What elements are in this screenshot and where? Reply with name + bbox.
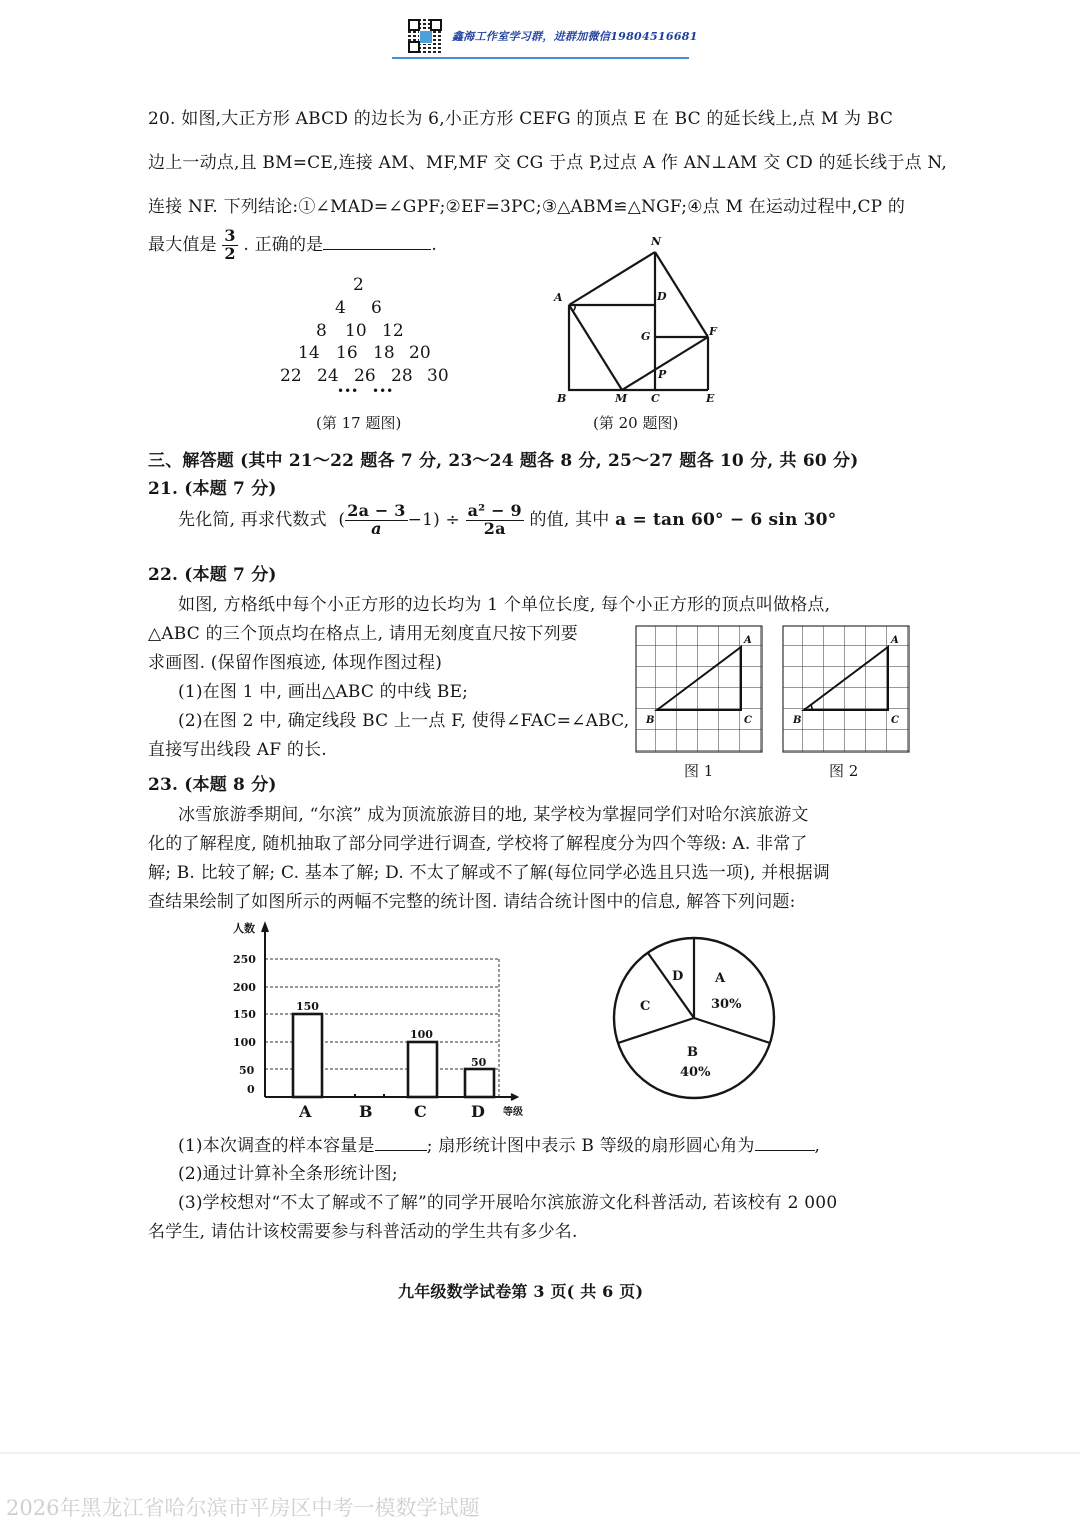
q20-line1: 20. 如图,大正方形 ABCD 的边长为 6,小正方形 CEFG 的顶点 E 在 BC 的延长线上,点 M 为 BC: [148, 109, 894, 129]
q21-heading: 21. (本题 7 分): [148, 479, 277, 499]
triangle-number: 26: [354, 366, 376, 386]
triangle-number: 2: [353, 275, 364, 295]
bar-value-d: 50: [471, 1056, 487, 1069]
label-g: G: [641, 330, 651, 343]
header-banner: [408, 18, 698, 54]
x-tick: B: [359, 1102, 373, 1121]
answer-blank[interactable]: [323, 249, 431, 250]
sub1-end: ,: [814, 1136, 821, 1156]
q23-line3: 解; B. 比较了解; C. 基本了解; D. 不太了解或不了解(每位同学必选且只选一项), 并根据调: [148, 863, 831, 883]
q21-body: 先化简, 再求代数式 ( $\frac{2a - 3}{a}$ −1) ÷ $\frac{\text{a² − 9}}{2a}$ 的值, 其中 a = tan 60° − 6 sin 30°: [178, 501, 837, 538]
label-c: C: [651, 392, 660, 405]
q22-line2: △ABC 的三个顶点均在格点上, 请用无刻度直尺按下列要: [148, 624, 578, 644]
q22-line5: (2)在图 2 中, 确定线段 BC 上一点 F, 使得∠FAC=∠ABC,: [178, 711, 630, 731]
q21-expression: a = tan 60° − 6 sin 30°: [615, 509, 837, 530]
figure-2-caption: 图 2: [829, 762, 859, 780]
footer-divider: [0, 1452, 1080, 1454]
bar-c: [408, 1042, 437, 1097]
figure-1-caption: 图 1: [684, 762, 714, 780]
frac2-denominator: 2a: [483, 518, 506, 538]
y-tick: 0: [247, 1083, 255, 1096]
section-3-title: 三、解答题 (其中 21～22 题各 7 分, 23～24 题各 8 分, 25～27 题各 10 分, 共 60 分): [148, 451, 859, 471]
frac1-denominator: a: [371, 518, 382, 538]
q22-grids: [634, 624, 914, 756]
label-n: N: [651, 235, 662, 248]
q20-line4-pre: 最大值是: [148, 234, 217, 255]
q21-post: 的值, 其中: [529, 509, 610, 530]
q20-line4: [148, 228, 437, 263]
grid-figure-2: [783, 626, 909, 752]
triangle-number: 12: [382, 321, 404, 341]
triangle-number: 14: [298, 343, 320, 363]
fraction-2: [466, 503, 524, 538]
triangle-number: 10: [345, 321, 367, 341]
q23-line4: 查结果绘制了如图所示的两幅不完整的统计图. 请结合统计图中的信息, 解答下列问题:: [148, 892, 796, 912]
triangle-number: 22: [280, 366, 302, 386]
pie-chart: [605, 930, 785, 1110]
y-tick: 50: [239, 1064, 255, 1077]
q20-line4-post: . 正确的是: [243, 234, 324, 255]
y-tick: 100: [233, 1036, 256, 1049]
x-axis-label: 等级: [503, 1107, 523, 1118]
pie-label-a: A: [715, 971, 726, 986]
bar-a: [293, 1014, 322, 1097]
fraction-three-halves: [222, 228, 237, 263]
q20-line2: 边上一动点,且 BM=CE,连接 AM、MF,MF 交 CG 于点 P,过点 A 作 AN⊥AM 交 CD 的延长线于点 N,: [148, 153, 947, 173]
label-e: E: [706, 392, 715, 405]
q23-sub2: (2)通过计算补全条形统计图;: [178, 1164, 398, 1184]
q23-heading: 23. (本题 8 分): [148, 775, 277, 795]
q21-mid: −1) ÷: [407, 509, 460, 530]
label-d: D: [657, 290, 667, 303]
label-b: B: [557, 392, 567, 405]
frac-numerator: 3: [224, 226, 236, 245]
q22-line3: 求画图. (保留作图痕迹, 体现作图过程): [148, 653, 443, 673]
triangle-number: 18: [373, 343, 395, 363]
triangle-number: 30: [427, 366, 449, 386]
label-f: F: [709, 325, 717, 338]
q23-line2: 化的了解程度, 随机抽取了部分同学进行调查, 学校将了解程度分为四个等级: A. 非常了: [148, 834, 808, 854]
sub1-pre: (1)本次调查的样本容量是: [178, 1136, 375, 1156]
triangle-number: 16: [336, 343, 358, 363]
label-p: P: [658, 368, 667, 381]
q23-sub3-line1: (3)学校想对“不太了解或不了解”的同学开展哈尔滨旅游文化科普活动, 若该校有 2 000: [178, 1193, 838, 1213]
x-tick: A: [299, 1102, 312, 1121]
qr-code-icon: [408, 19, 442, 53]
bar-value-c: 100: [410, 1028, 433, 1041]
label-b: B: [646, 715, 655, 726]
bar-d: [465, 1069, 494, 1097]
label-b: B: [793, 715, 802, 726]
q22-line1: 如图, 方格纸中每个小正方形的边长均为 1 个单位长度, 每个小正方形的顶点叫做格点,: [178, 595, 831, 615]
answer-blank-angle[interactable]: [755, 1150, 815, 1151]
q20-line3: 连接 NF. 下列结论:①∠MAD=∠GPF;②EF=3PC;③△ABM≌△NGF;④点 M 在运动过程中,CP 的: [148, 197, 906, 217]
label-a: A: [891, 635, 899, 646]
frac1-numerator: 2a − 3: [347, 501, 406, 520]
page-number: 九年级数学试卷第 3 页( 共 6 页): [398, 1282, 644, 1301]
triangle-number: 4: [335, 298, 346, 318]
header-divider: [392, 57, 689, 59]
x-tick: C: [414, 1102, 427, 1121]
triangle-number: 20: [409, 343, 431, 363]
label-m: M: [615, 392, 628, 405]
figure-17-caption: (第 17 题图): [316, 414, 402, 432]
frac2-numerator: a² − 9: [467, 501, 522, 520]
fraction-1: [345, 503, 407, 538]
frac-denominator: 2: [224, 243, 236, 263]
y-tick: 250: [233, 953, 256, 966]
pie-label-b: B: [687, 1045, 698, 1060]
y-tick: 200: [233, 981, 256, 994]
x-tick: D: [471, 1102, 485, 1121]
pie-label-d: D: [672, 969, 684, 984]
answer-blank-sample-size[interactable]: [375, 1150, 427, 1151]
triangle-number: 24: [317, 366, 339, 386]
svg-text:40%: 40%: [680, 1065, 711, 1080]
figure-20-diagram: [545, 232, 745, 412]
q22-heading: 22. (本题 7 分): [148, 565, 277, 585]
svg-text:30%: 30%: [711, 997, 742, 1012]
q20-line4-end: .: [431, 234, 437, 255]
label-a: A: [744, 635, 752, 646]
q22-line6: 直接写出线段 AF 的长.: [148, 740, 327, 760]
triangle-number: 8: [316, 321, 327, 341]
y-tick: 150: [233, 1008, 256, 1021]
label-c: C: [744, 715, 752, 726]
ellipsis: •••: [337, 384, 359, 398]
ellipsis: •••: [372, 384, 394, 398]
y-axis-label: 人数: [233, 922, 255, 935]
document-title-watermark: 2026年黑龙江省哈尔滨市平房区中考一模数学试题: [6, 1496, 480, 1520]
q23-line1: 冰雪旅游季期间, “尔滨” 成为顶流旅游目的地, 某学校为掌握同学们对哈尔滨旅游文: [178, 805, 809, 825]
q21-pre: 先化简, 再求代数式: [178, 509, 327, 530]
triangle-number: 6: [371, 298, 382, 318]
sub1-mid: ; 扇形统计图中表示 B 等级的扇形圆心角为: [426, 1136, 755, 1156]
pie-label-c: C: [640, 999, 651, 1014]
banner-text: 鑫海工作室学习群，进群加微信19804516681: [452, 30, 698, 43]
bar-chart: [225, 918, 535, 1123]
q22-line4: (1)在图 1 中, 画出△ABC 的中线 BE;: [178, 682, 469, 702]
q23-sub1: [178, 1131, 820, 1156]
triangle-number: 28: [391, 366, 413, 386]
label-c: C: [891, 715, 899, 726]
figure-20-caption: (第 20 题图): [593, 414, 679, 432]
label-a: A: [554, 291, 563, 304]
q23-sub3-line2: 名学生, 请估计该校需要参与科普活动的学生共有多少名.: [148, 1222, 578, 1242]
bar-value-a: 150: [296, 1000, 319, 1013]
grid-figure-1: [636, 626, 762, 752]
